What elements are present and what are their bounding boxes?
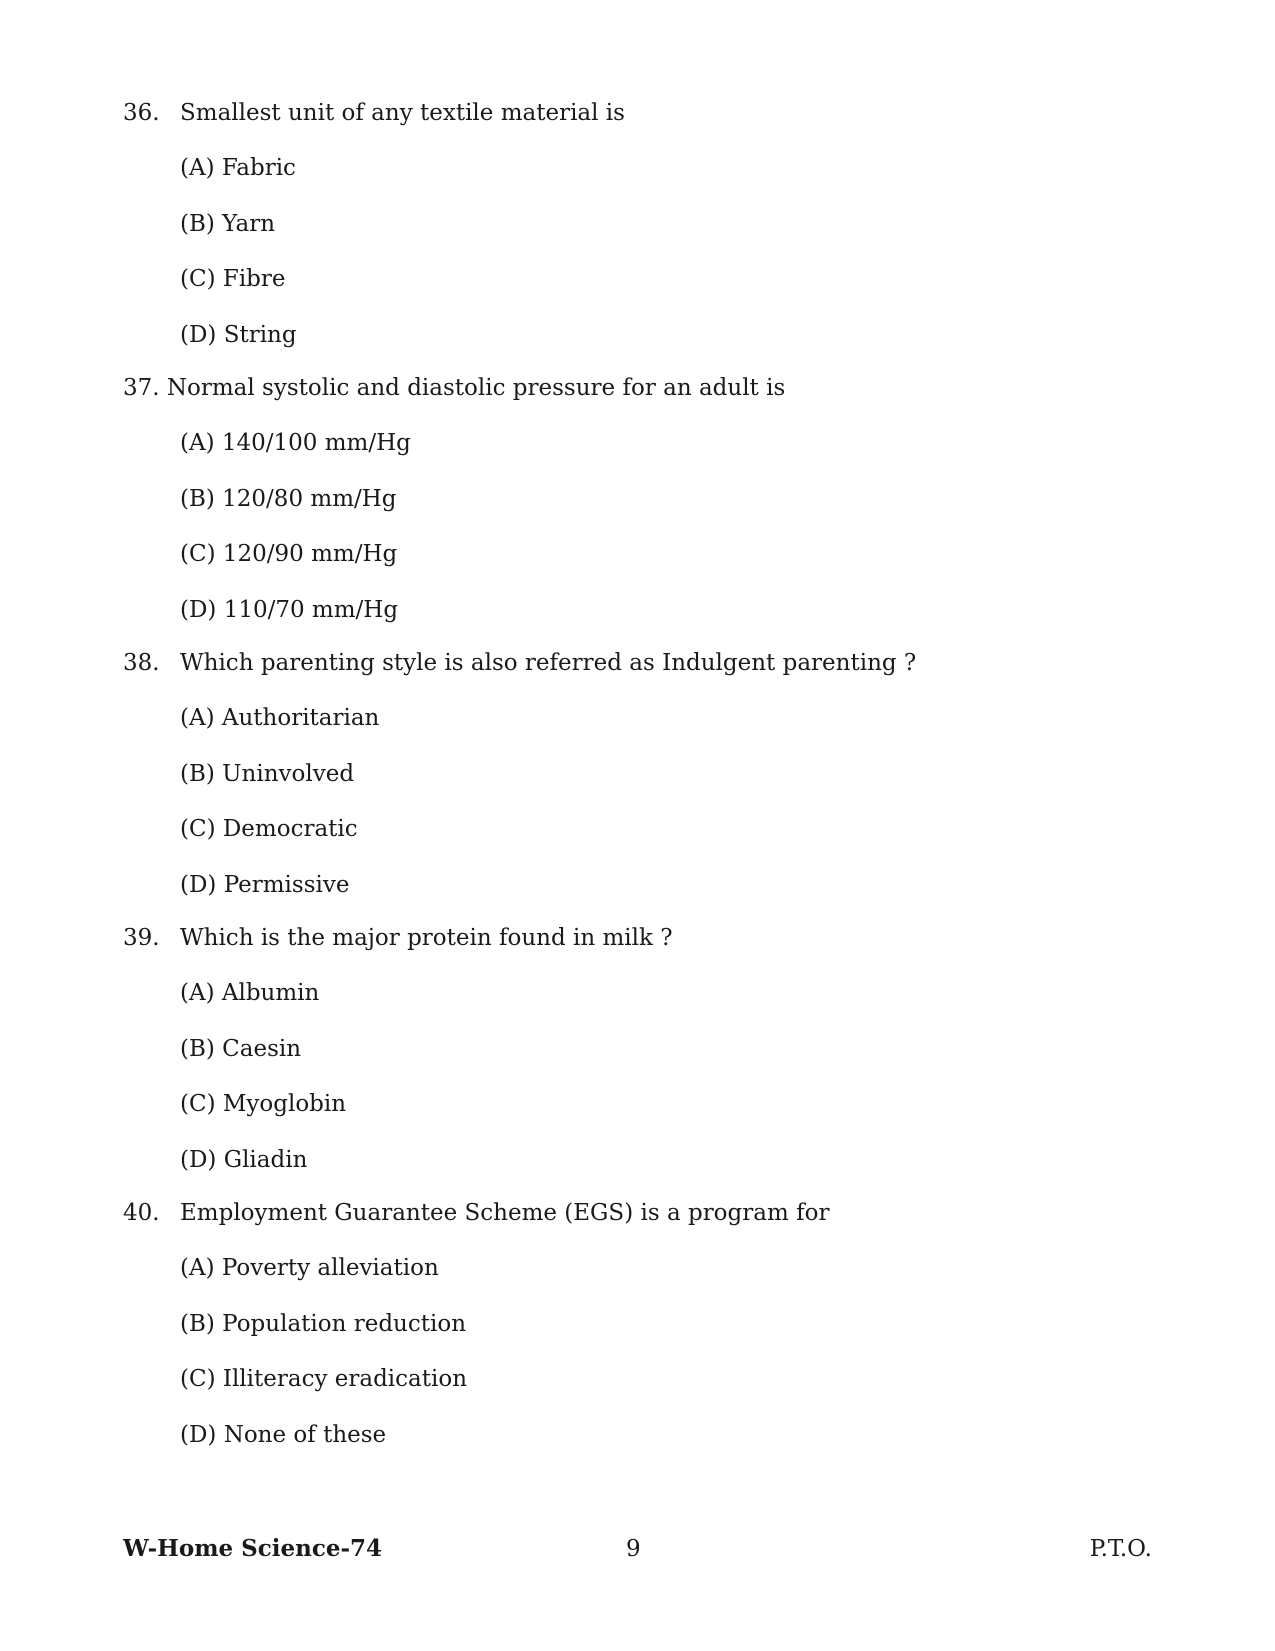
option-d: (D) Permissive <box>180 871 350 898</box>
option-d: (D) 110/70 mm/Hg <box>180 596 399 623</box>
option-a: (A) Poverty alleviation <box>180 1255 439 1281</box>
option-d: (D) String <box>180 321 297 348</box>
option-b: (B) Uninvolved <box>180 760 355 787</box>
question-text: Smallest unit of any textile material is <box>180 100 625 126</box>
option-b: (B) 120/80 mm/Hg <box>180 485 397 512</box>
option-c: (C) 120/90 mm/Hg <box>180 541 398 567</box>
option-a: (A) Authoritarian <box>180 705 380 731</box>
pto-label: P.T.O. <box>1089 1536 1152 1562</box>
question-stem <box>123 923 1173 978</box>
question-stem <box>123 98 1173 153</box>
question-39 <box>123 923 1173 1200</box>
question-40 <box>123 1198 1173 1475</box>
page-footer <box>123 1534 1152 1566</box>
option-c: (C) Myoglobin <box>180 1091 347 1117</box>
option-a: (A) 140/100 mm/Hg <box>180 430 411 456</box>
question-stem <box>123 373 1173 428</box>
question-text: Normal systolic and diastolic pressure for an adult is <box>166 375 786 401</box>
question-number: 38. <box>123 650 160 676</box>
option-a: (A) Fabric <box>180 155 296 181</box>
option-d: (D) None of these <box>180 1421 387 1448</box>
question-38 <box>123 648 1173 925</box>
option-b: (B) Caesin <box>180 1035 302 1062</box>
question-stem <box>123 648 1173 703</box>
option-d: (D) Gliadin <box>180 1146 308 1173</box>
paper-code: W-Home Science-74 <box>123 1535 383 1562</box>
question-37 <box>123 373 1173 650</box>
question-number: 36. <box>123 100 160 126</box>
question-text: Which is the major protein found in milk ? <box>180 925 673 951</box>
option-c: (C) Illiteracy eradication <box>180 1366 468 1392</box>
question-stem <box>123 1198 1173 1253</box>
question-stem-inline <box>123 373 785 403</box>
option-a: (A) Albumin <box>180 980 320 1006</box>
question-36 <box>123 98 1173 375</box>
question-number: 40. <box>123 1200 160 1226</box>
question-text: Which parenting style is also referred as Indulgent parenting ? <box>180 650 917 676</box>
option-c: (C) Fibre <box>180 266 286 292</box>
question-number: 37. <box>123 375 160 401</box>
page-number: 9 <box>626 1536 641 1562</box>
question-number: 39. <box>123 925 160 951</box>
option-b: (B) Population reduction <box>180 1310 467 1337</box>
question-text: Employment Guarantee Scheme (EGS) is a program for <box>180 1200 830 1226</box>
option-c: (C) Democratic <box>180 816 358 842</box>
option-b: (B) Yarn <box>180 210 276 237</box>
